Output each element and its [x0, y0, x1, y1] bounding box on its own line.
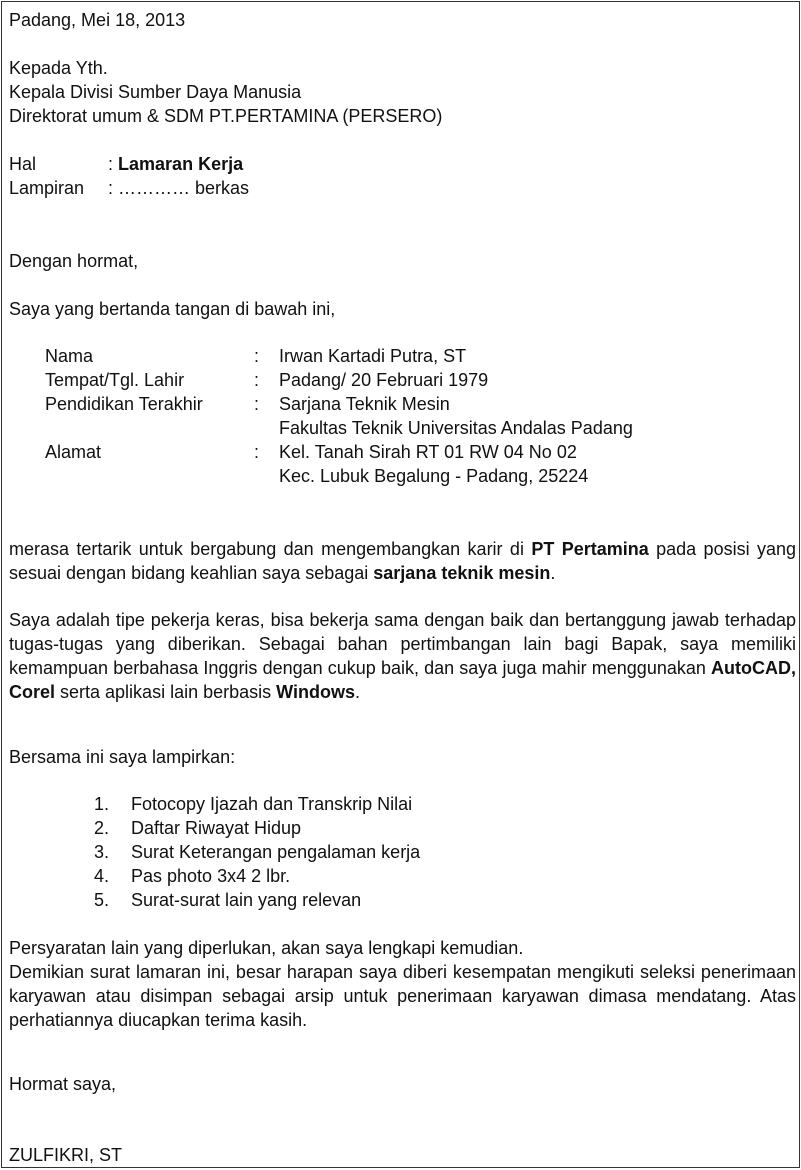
hal-row: [108, 152, 243, 176]
attachment-number: 3.: [94, 842, 110, 862]
alamat-label: Alamat: [45, 442, 102, 462]
lampiran-value: ………… berkas: [118, 178, 250, 198]
lampiran-row: [108, 176, 249, 200]
attachment-item: Surat Keterangan pengalaman kerja: [131, 842, 421, 862]
para2-text-3: .: [354, 682, 360, 702]
date-line: Padang, Mei 18, 2013: [9, 10, 186, 30]
para1-text-2: pada posisi yang sesuai dengan bidang keahlian saya sebagai: [9, 539, 796, 583]
attachment-item: Pas photo 3x4 2 lbr.: [131, 866, 291, 886]
recipient-line-2: Kepala Divisi Sumber Daya Manusia: [9, 82, 302, 102]
hal-label: Hal: [9, 154, 37, 174]
signoff: Hormat saya,: [9, 1074, 117, 1094]
attachment-number: 5.: [94, 890, 110, 910]
intro: Saya yang bertanda tangan di bawah ini,: [9, 299, 336, 319]
greeting: Dengan hormat,: [9, 251, 139, 271]
attachment-number: 2.: [94, 818, 110, 838]
nama-label: Nama: [45, 346, 94, 366]
para1-degree: sarjana teknik mesin: [373, 563, 551, 583]
alamat-value-1: Kel. Tanah Sirah RT 01 RW 04 No 02: [279, 442, 577, 462]
lampiran-colon: :: [108, 178, 114, 198]
letter-page: [1, 1, 800, 1168]
ttl-value: Padang/ 20 Februari 1979: [279, 370, 489, 390]
nama-value: Irwan Kartadi Putra, ST: [279, 346, 467, 366]
pendidikan-value-2: Fakultas Teknik Universitas Andalas Padang: [279, 418, 633, 438]
attachment-number: 1.: [94, 794, 110, 814]
pendidikan-value-1: Sarjana Teknik Mesin: [279, 394, 450, 414]
closing-paragraph: Demikian surat lamaran ini, besar harapan saya diberi kesempatan mengikuti seleksi penerimaan karyawan atau disimpan sebagai arsip untuk penerimaan karyawan dimasa mendatang. Atas perhatiannya diucapkan terima kasih.: [9, 962, 796, 1030]
paragraph-qualities: [9, 608, 796, 704]
attachment-number: 4.: [94, 866, 110, 886]
closing-requirements: Persyaratan lain yang diperlukan, akan saya lengkapi kemudian.: [9, 938, 524, 958]
para1-text-3: .: [550, 563, 556, 583]
attachment-item: Surat-surat lain yang relevan: [131, 890, 362, 910]
hal-value: Lamaran Kerja: [118, 154, 244, 174]
para2-windows: Windows: [276, 682, 355, 702]
ttl-label: Tempat/Tgl. Lahir: [45, 370, 185, 390]
hal-colon: :: [108, 154, 114, 174]
nama-colon: :: [254, 346, 260, 366]
para2-software: AutoCAD, Corel: [9, 658, 796, 702]
para2-text-2: serta aplikasi lain berbasis: [55, 682, 277, 702]
para1-company: PT Pertamina: [531, 539, 649, 559]
attachments-intro: Bersama ini saya lampirkan:: [9, 747, 236, 767]
pendidikan-label: Pendidikan Terakhir: [45, 394, 203, 414]
paragraph-interest: [9, 537, 796, 585]
recipient-line-3: Direktorat umum & SDM PT.PERTAMINA (PERSERO): [9, 106, 443, 126]
signature-name: ZULFIKRI, ST: [9, 1145, 123, 1165]
attachment-item: Fotocopy Ijazah dan Transkrip Nilai: [131, 794, 413, 814]
pendidikan-colon: :: [254, 394, 260, 414]
ttl-colon: :: [254, 370, 260, 390]
alamat-value-2: Kec. Lubuk Begalung - Padang, 25224: [279, 466, 589, 486]
alamat-colon: :: [254, 442, 260, 462]
attachment-item: Daftar Riwayat Hidup: [131, 818, 302, 838]
recipient-line-1: Kepada Yth.: [9, 58, 108, 78]
para1-text-1: merasa tertarik untuk bergabung dan mengembangkan karir di: [9, 539, 532, 559]
para2-text-1: Saya adalah tipe pekerja keras, bisa bekerja sama dengan baik dan bertanggung jawab terhadap tugas-tugas yang diberikan. Sebagai bahan pertimbangan lain bagi Bapak, saya memiliki kemampuan berbahasa Inggris dengan cukup baik, dan saya juga mahir menggunakan: [9, 610, 796, 678]
lampiran-label: Lampiran: [9, 178, 85, 198]
